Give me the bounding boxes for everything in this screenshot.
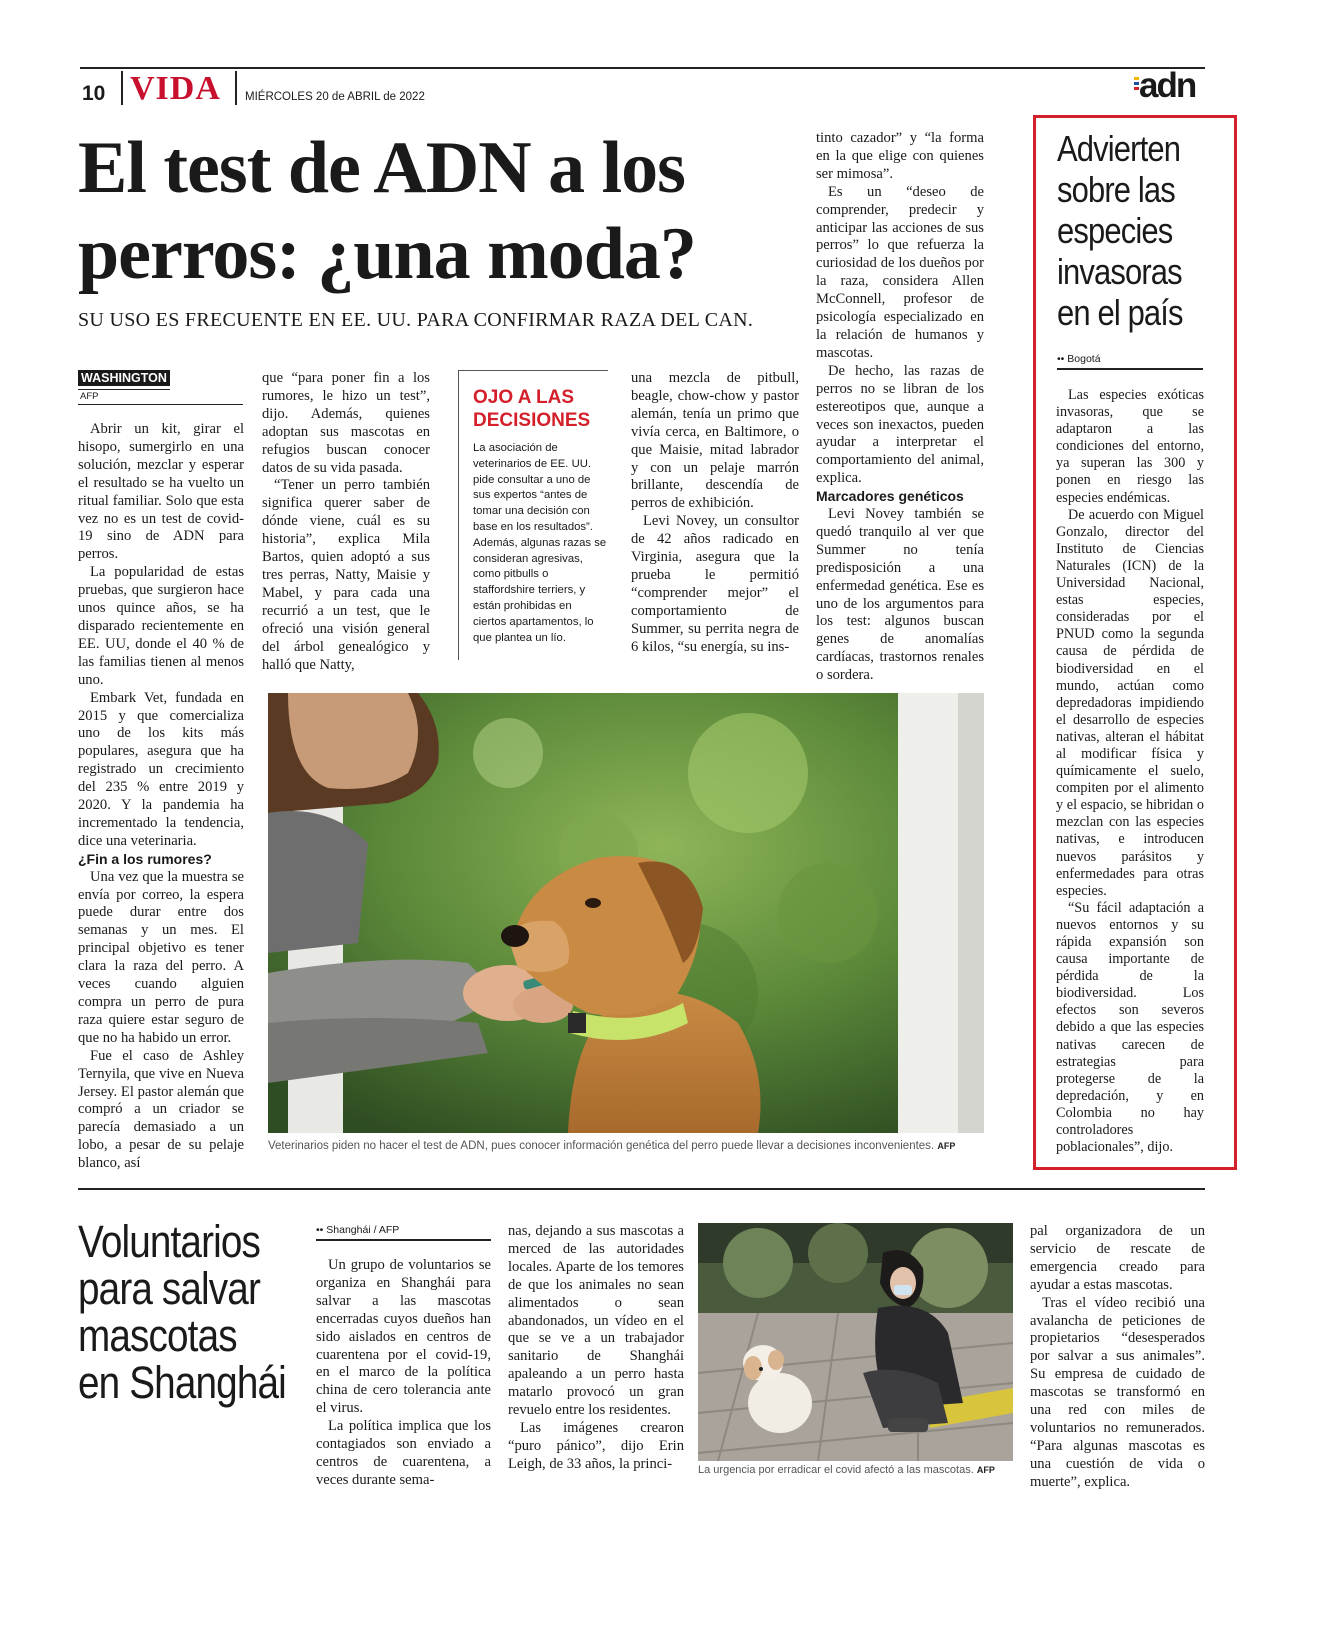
dateline-rule-bottom bbox=[78, 404, 243, 405]
second-col1 bbox=[316, 1257, 491, 1490]
second-title-line2: para salvar bbox=[78, 1263, 260, 1314]
main-col1-subhead: ¿Fin a los rumores? bbox=[78, 850, 212, 867]
second-title-line3: mascotas bbox=[78, 1310, 237, 1361]
second-col2 bbox=[508, 1223, 684, 1474]
main-photo-credit: AFP bbox=[937, 1141, 956, 1151]
box-text: La asociación de veterinarios de EE. UU. pide consultar a uno de sus expertos “antes de tomar una decisión con base en los resultados”. Además, algunas razas se consideran agresivas, como pitbulls o staffordshire terriers, y están prohibidas en ciertos apartamentos, lo que plantea un lío. bbox=[473, 442, 607, 644]
main-headline-line2: perros: ¿una moda? bbox=[78, 213, 696, 295]
dateline: WASHINGTON bbox=[78, 370, 170, 386]
sidebar-p1: Las especies exóticas invasoras, que se adaptaron a las condiciones del entorno, ya superan las 300 y ponen en riesgo las especies endémicas. bbox=[1056, 387, 1204, 506]
sidebar-title-line1: Advierten bbox=[1057, 128, 1181, 169]
dateline-agency: AFP bbox=[80, 391, 99, 402]
dog-photo-illustration bbox=[268, 693, 984, 1133]
second-title bbox=[78, 1218, 286, 1406]
sidebar-dateline bbox=[1057, 353, 1101, 365]
main-photo-caption-text: Veterinarios piden no hacer el test de ADN, pues conocer información genética del perro puede llevar a decisiones inconvenientes. bbox=[268, 1140, 935, 1152]
second-col1-p1: Un grupo de voluntarios se organiza en Shanghái para salvar a las mascotas encerradas cuyos dueños han sido aislados en centros de cuarentena por el covid-19, en el marco de la política china de cero tolerancia ante el virus. bbox=[316, 1257, 491, 1417]
main-headline bbox=[78, 125, 696, 297]
box-title bbox=[473, 386, 590, 432]
sidebar-title-line2: sobre las bbox=[1057, 169, 1175, 210]
main-col1-p3: Embark Vet, fundada en 2015 y que comercializa uno de los kits más populares, asegura que ha registrado un crecimiento del 235 % entre 2019 y 2020. Y la pandemia ha incrementado la tendencia, dice una veterinaria. bbox=[78, 689, 244, 849]
main-col5-p1: tinto cazador” y “la forma en la que elige con quienes ser mimosa”. bbox=[816, 130, 984, 182]
main-col5 bbox=[816, 130, 984, 685]
main-col2-p2: “Tener un perro también significa querer saber de dónde viene, cuál es su historia”, explica Mila Bartos, quien adoptó a sus tres perras, Natty, Maisie y Mabel, y para cada una recurrió a un test, que le ofreció una visión general del árbol genealógico y halló que Natty, bbox=[262, 477, 430, 673]
second-col1-p2: La política implica que los contagiados son enviado a centros de cuarentena, a veces durante sema- bbox=[316, 1418, 491, 1488]
main-headline-line1: El test de ADN a los bbox=[78, 127, 685, 209]
box-title-line1: OJO A LAS bbox=[473, 387, 574, 408]
second-dateline bbox=[316, 1224, 399, 1236]
page-date: MIÉRCOLES 20 de ABRIL de 2022 bbox=[245, 91, 425, 103]
second-col2-p2: Las imágenes crearon “puro pánico”, dijo Erin Leigh, de 33 años, la princi- bbox=[508, 1419, 684, 1472]
main-col1-p2: La popularidad de estas pruebas, que surgieron hace unos quince años, se ha disparado recientemente en EE. UU, donde el 40 % de las familias tienen al menos uno. bbox=[78, 564, 244, 688]
adn-logo bbox=[1134, 66, 1206, 105]
box-title-line2: DECISIONES bbox=[473, 410, 591, 431]
second-photo-caption-text: La urgencia por erradicar el covid afectó a las mascotas. bbox=[698, 1464, 974, 1476]
adn-logo-text: adn bbox=[1139, 66, 1196, 105]
box-top-rule bbox=[458, 370, 608, 371]
main-col5-p4: Levi Novey también se quedó tranquilo al ver que Summer no tenía predisposición a una enfermedad genética. Ese es uno de los argumentos para los test: algunos buscan genes de anomalías cardíacas, trastornos renales o sordera. bbox=[816, 506, 984, 684]
main-col1-p4: Una vez que la muestra se envía por correo, la espera puede durar entre dos semanas y un mes. El principal objetivo es tener clara la raza del perro. A veces cuando alguien compra un perro de pura raza quiere estar seguro de que no ha habido un error. bbox=[78, 868, 244, 1046]
top-rule bbox=[80, 67, 1205, 69]
main-photo-caption bbox=[268, 1140, 955, 1152]
section-label: VIDA bbox=[130, 70, 221, 107]
shanghai-photo-illustration bbox=[698, 1223, 1013, 1461]
main-col4 bbox=[631, 370, 799, 657]
second-photo-credit: AFP bbox=[976, 1465, 995, 1475]
main-col4-p1: una mezcla de pitbull, beagle, chow-chow y pastor alemán, tenía un primo que vivía cerca, en Baltimore, o que Maisie, mitad labrador y con un pelaje marrón brillante, descendía de perros de exhibición. bbox=[631, 370, 799, 512]
sidebar-dateline-text: Bogotá bbox=[1067, 353, 1101, 365]
sidebar-p2: De acuerdo con Miguel Gonzalo, director del Instituto de Ciencias Naturales (ICN) de la Universidad Nacional, estas especies, consideradas por el PNUD como la segunda causa de pérdida de biodiversidad en el mundo, actúan como depredadoras impidiendo el desarrollo de especies nativas, alteran el hábitat al modificar física y químicamente el suelo, compiten por el alimento y el espacio, se hibridan o mezclan con las especies nativas, e introducen nuevos parásitos y enfermedades para otras especies. bbox=[1056, 506, 1204, 899]
main-photo bbox=[268, 693, 984, 1133]
second-col3-p2: Tras el vídeo recibió una avalancha de peticiones de propietarios “desesperados por salvar a sus animales”. Su empresa de cuidado de mascotas se transformó en una red con miles de voluntarios no remunerados. “Para algunas mascotas es una cuestión de vida o muerte”, explica. bbox=[1030, 1294, 1205, 1490]
second-col3 bbox=[1030, 1223, 1205, 1492]
header-divider-2 bbox=[235, 71, 237, 105]
sidebar-title-line3: especies bbox=[1057, 210, 1173, 251]
main-col2-p1: que “para poner fin a los rumores, le hizo un test”, dijo. Además, quienes adoptan sus mascotas en refugios buscan conocer datos de su vida pasada. bbox=[262, 370, 430, 476]
sidebar-title-line5: en el país bbox=[1057, 292, 1183, 333]
page-number: 10 bbox=[82, 82, 106, 105]
main-col1 bbox=[78, 421, 244, 1173]
second-photo-caption bbox=[698, 1464, 995, 1476]
second-dateline-rule bbox=[316, 1239, 491, 1241]
sidebar-title-line4: invasoras bbox=[1057, 251, 1182, 292]
second-title-line4: en Shanghái bbox=[78, 1357, 286, 1408]
main-col2 bbox=[262, 370, 430, 674]
main-col1-p1: Abrir un kit, girar el hisopo, sumergirlo en una solución, mezclar y esperar el resultado se ha vuelto un ritual familiar. Solo que esta vez no es un test de covid-19 sino de ADN para perros. bbox=[78, 421, 244, 563]
header-divider bbox=[121, 71, 123, 105]
dateline-rule bbox=[78, 389, 170, 390]
main-col5-p2: Es un “deseo de comprender, predecir y anticipar las acciones de sus perros” lo que refuerza la curiosidad de los dueños por la raza, considera Allen McConnell, profesor de psicología especializado en la relación de humanos y mascotas. bbox=[816, 183, 984, 361]
second-col3-p1: pal organizadora de un servicio de rescate de emergencia creado para ayudar a estas mascotas. bbox=[1030, 1223, 1205, 1293]
second-col2-p1: nas, dejando a sus mascotas a merced de las autoridades locales. Aparte de los temores de que los animales no sean alimentados o sean abandonados, un vídeo en el que se ve a un trabajador sanitario de Shanghái apaleando a un perro hasta matarlo provocó un gran revuelo entre los residentes. bbox=[508, 1223, 684, 1419]
second-dateline-text: Shanghái / AFP bbox=[326, 1224, 400, 1236]
box-left-rule bbox=[458, 370, 459, 660]
main-col4-p2: Levi Novey, un consultor de 42 años radicado en Virginia, asegura que la prueba le permitió “comprender mejor” el comportamiento de Summer, su perrita negra de 6 kilos, “su energía, su ins- bbox=[631, 513, 799, 655]
sidebar-title bbox=[1057, 128, 1183, 333]
second-dateline-bullet: •• bbox=[316, 1224, 327, 1236]
second-title-line1: Voluntarios bbox=[78, 1216, 261, 1267]
main-subheadline: SU USO ES FRECUENTE EN EE. UU. PARA CONFIRMAR RAZA DEL CAN. bbox=[78, 309, 754, 331]
sidebar-body bbox=[1056, 387, 1204, 1156]
sidebar-dateline-rule bbox=[1057, 368, 1203, 370]
main-col1-p5: Fue el caso de Ashley Ternyila, que vive en Nueva Jersey. El pastor alemán que compró a un criador se parecía demasiado a un lobo, a pesar de su pelaje blanco, así bbox=[78, 1047, 244, 1172]
sidebar-dateline-bullet: •• bbox=[1057, 353, 1068, 365]
main-col5-subhead: Marcadores genéticos bbox=[816, 488, 964, 505]
sidebar-p3: “Su fácil adaptación a nuevos entornos y su rápida expansión son causa importante de pérdida de la biodiversidad. Los efectos son severos debido a que las especies nativas carecen de estrategias para protegerse de la depredación, y en Colombia no hay controladores poblacionales”, dijo. bbox=[1056, 899, 1204, 1156]
section-divider bbox=[78, 1188, 1205, 1190]
second-photo bbox=[698, 1223, 1013, 1461]
main-col5-p3: De hecho, las razas de perros no se libran de los estereotipos que, aunque a veces son inexactos, pueden ayudar a interpretar el comportamiento del animal, explica. bbox=[816, 362, 984, 487]
